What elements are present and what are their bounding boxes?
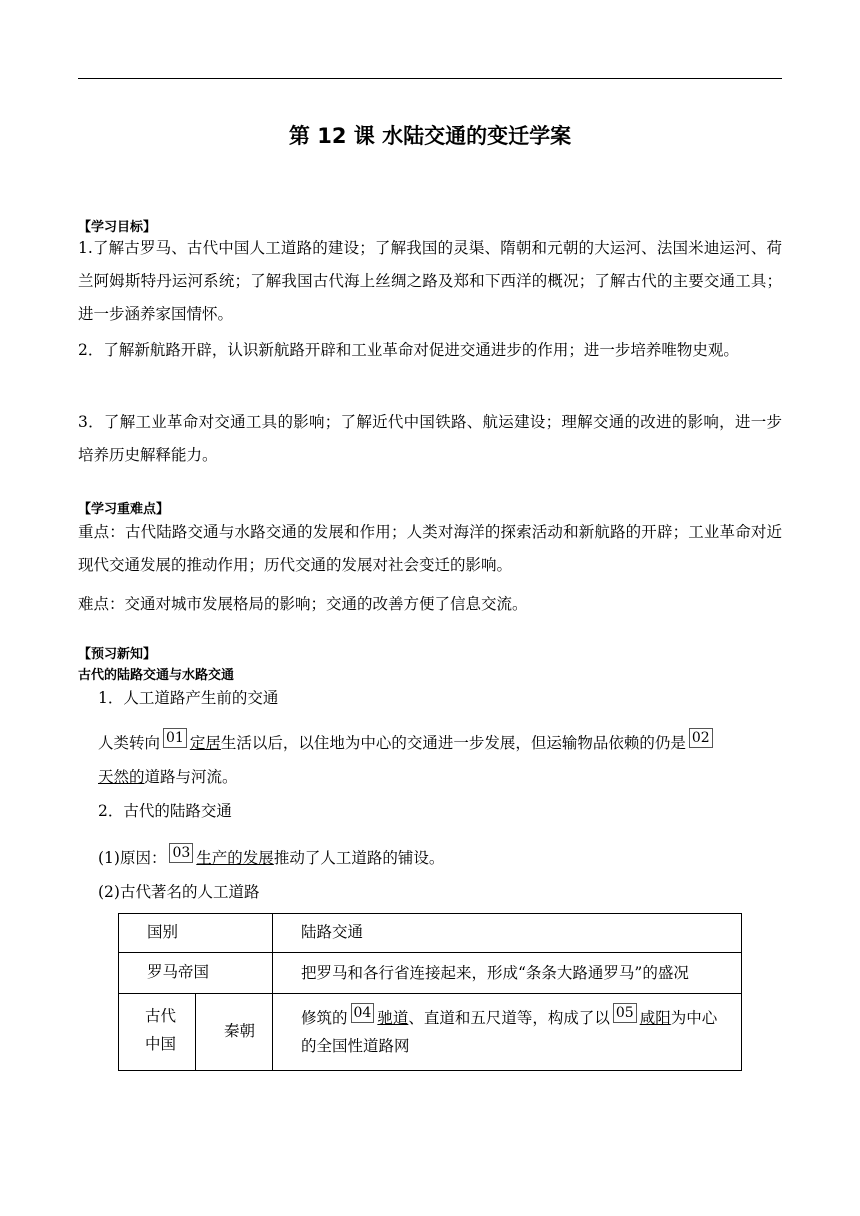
header-rule (78, 78, 782, 79)
cell-qin-text (273, 994, 742, 1071)
key-focus: 重点：古代陆路交通与水路交通的发展和作用；人类对海洋的探索活动和新航路的开辟；工业革命对近现代交通发展的推动作用；历代交通的发展对社会变迁的影响。 (78, 523, 782, 574)
objective-2: 2．了解新航路开辟，认识新航路开辟和工业革命对促进交通进步的作用；进一步培养唯物史观。 (78, 341, 739, 359)
famous-roads-title: (2)古代著名的人工道路 (98, 883, 260, 901)
answer-03: 生产的发展 (196, 849, 274, 867)
reason-line (98, 846, 444, 870)
answer-01: 定居 (189, 734, 221, 752)
reason-label: (1)原因： (98, 849, 167, 867)
blank-05-marker: 05 (613, 1003, 637, 1023)
objective-1: 1.了解古罗马、古代中国人工道路的建设；了解我国的灵渠、隋朝和元朝的大运河、法国米迪运河、荷兰阿姆斯特丹运河系统；了解我国古代海上丝绸之路及郑和下西洋的概况；了解古代的主要交通工具；进一步涵养家国情怀。 (78, 239, 782, 323)
preview-heading: 【预习新知】 (78, 647, 157, 662)
item-2-title: 2．古代的陆路交通 (98, 802, 232, 820)
blank-02-marker: 02 (689, 728, 713, 748)
roads-table (118, 913, 742, 1071)
cell-rome: 罗马帝国 (119, 953, 273, 994)
reason-text: 推动了人工道路的铺设。 (273, 849, 445, 867)
cell-qin: 秦朝 (196, 994, 273, 1071)
preview-subheading: 古代的陆路交通与水路交通 (78, 668, 235, 683)
table-header-row (119, 914, 742, 953)
item-1-text-b: 生活以后，以住地为中心的交通进一步发展，但运输物品依赖的仍是 (220, 734, 686, 752)
item-1-title: 1．人工道路产生前的交通 (98, 689, 279, 707)
item-1-text-line1 (98, 731, 716, 755)
item-1-text-line2 (98, 765, 238, 789)
answer-02: 天然的 (98, 768, 145, 786)
header-country: 国别 (119, 914, 273, 953)
ancient-china-line1: 古代 (145, 1007, 177, 1025)
objectives-heading: 【学习目标】 (78, 220, 157, 235)
page-title: 第 12 课 水陆交通的变迁学案 (288, 124, 572, 148)
item-1-text-a: 人类转向 (98, 734, 161, 752)
answer-04: 驰道 (377, 1009, 409, 1027)
ancient-china-line2: 中国 (145, 1035, 177, 1053)
blank-04-marker: 04 (351, 1003, 375, 1023)
header-land: 陆路交通 (273, 914, 742, 953)
table-row-rome (119, 953, 742, 994)
qin-text-c: 为中心的全国性道路网 (301, 1009, 718, 1055)
cell-rome-text: 把罗马和各行省连接起来，形成“条条大路通罗马”的盛况 (273, 953, 742, 994)
key-points-heading: 【学习重难点】 (78, 502, 170, 517)
qin-text-a: 修筑的 (301, 1009, 348, 1027)
objective-3: 3．了解工业革命对交通工具的影响；了解近代中国铁路、航运建设；理解交通的改进的影响，进一步培养历史解释能力。 (78, 413, 782, 464)
table-row-qin (119, 994, 742, 1071)
qin-text-b: 、直道和五尺道等，构成了以 (408, 1009, 610, 1027)
answer-05: 咸阳 (639, 1009, 671, 1027)
key-difficulty: 难点：交通对城市发展格局的影响；交通的改善方便了信息交流。 (78, 595, 528, 613)
blank-03-marker: 03 (169, 843, 193, 863)
cell-ancient-china (119, 994, 196, 1071)
blank-01-marker: 01 (163, 728, 187, 748)
item-1-text-c: 道路与河流。 (144, 768, 238, 786)
